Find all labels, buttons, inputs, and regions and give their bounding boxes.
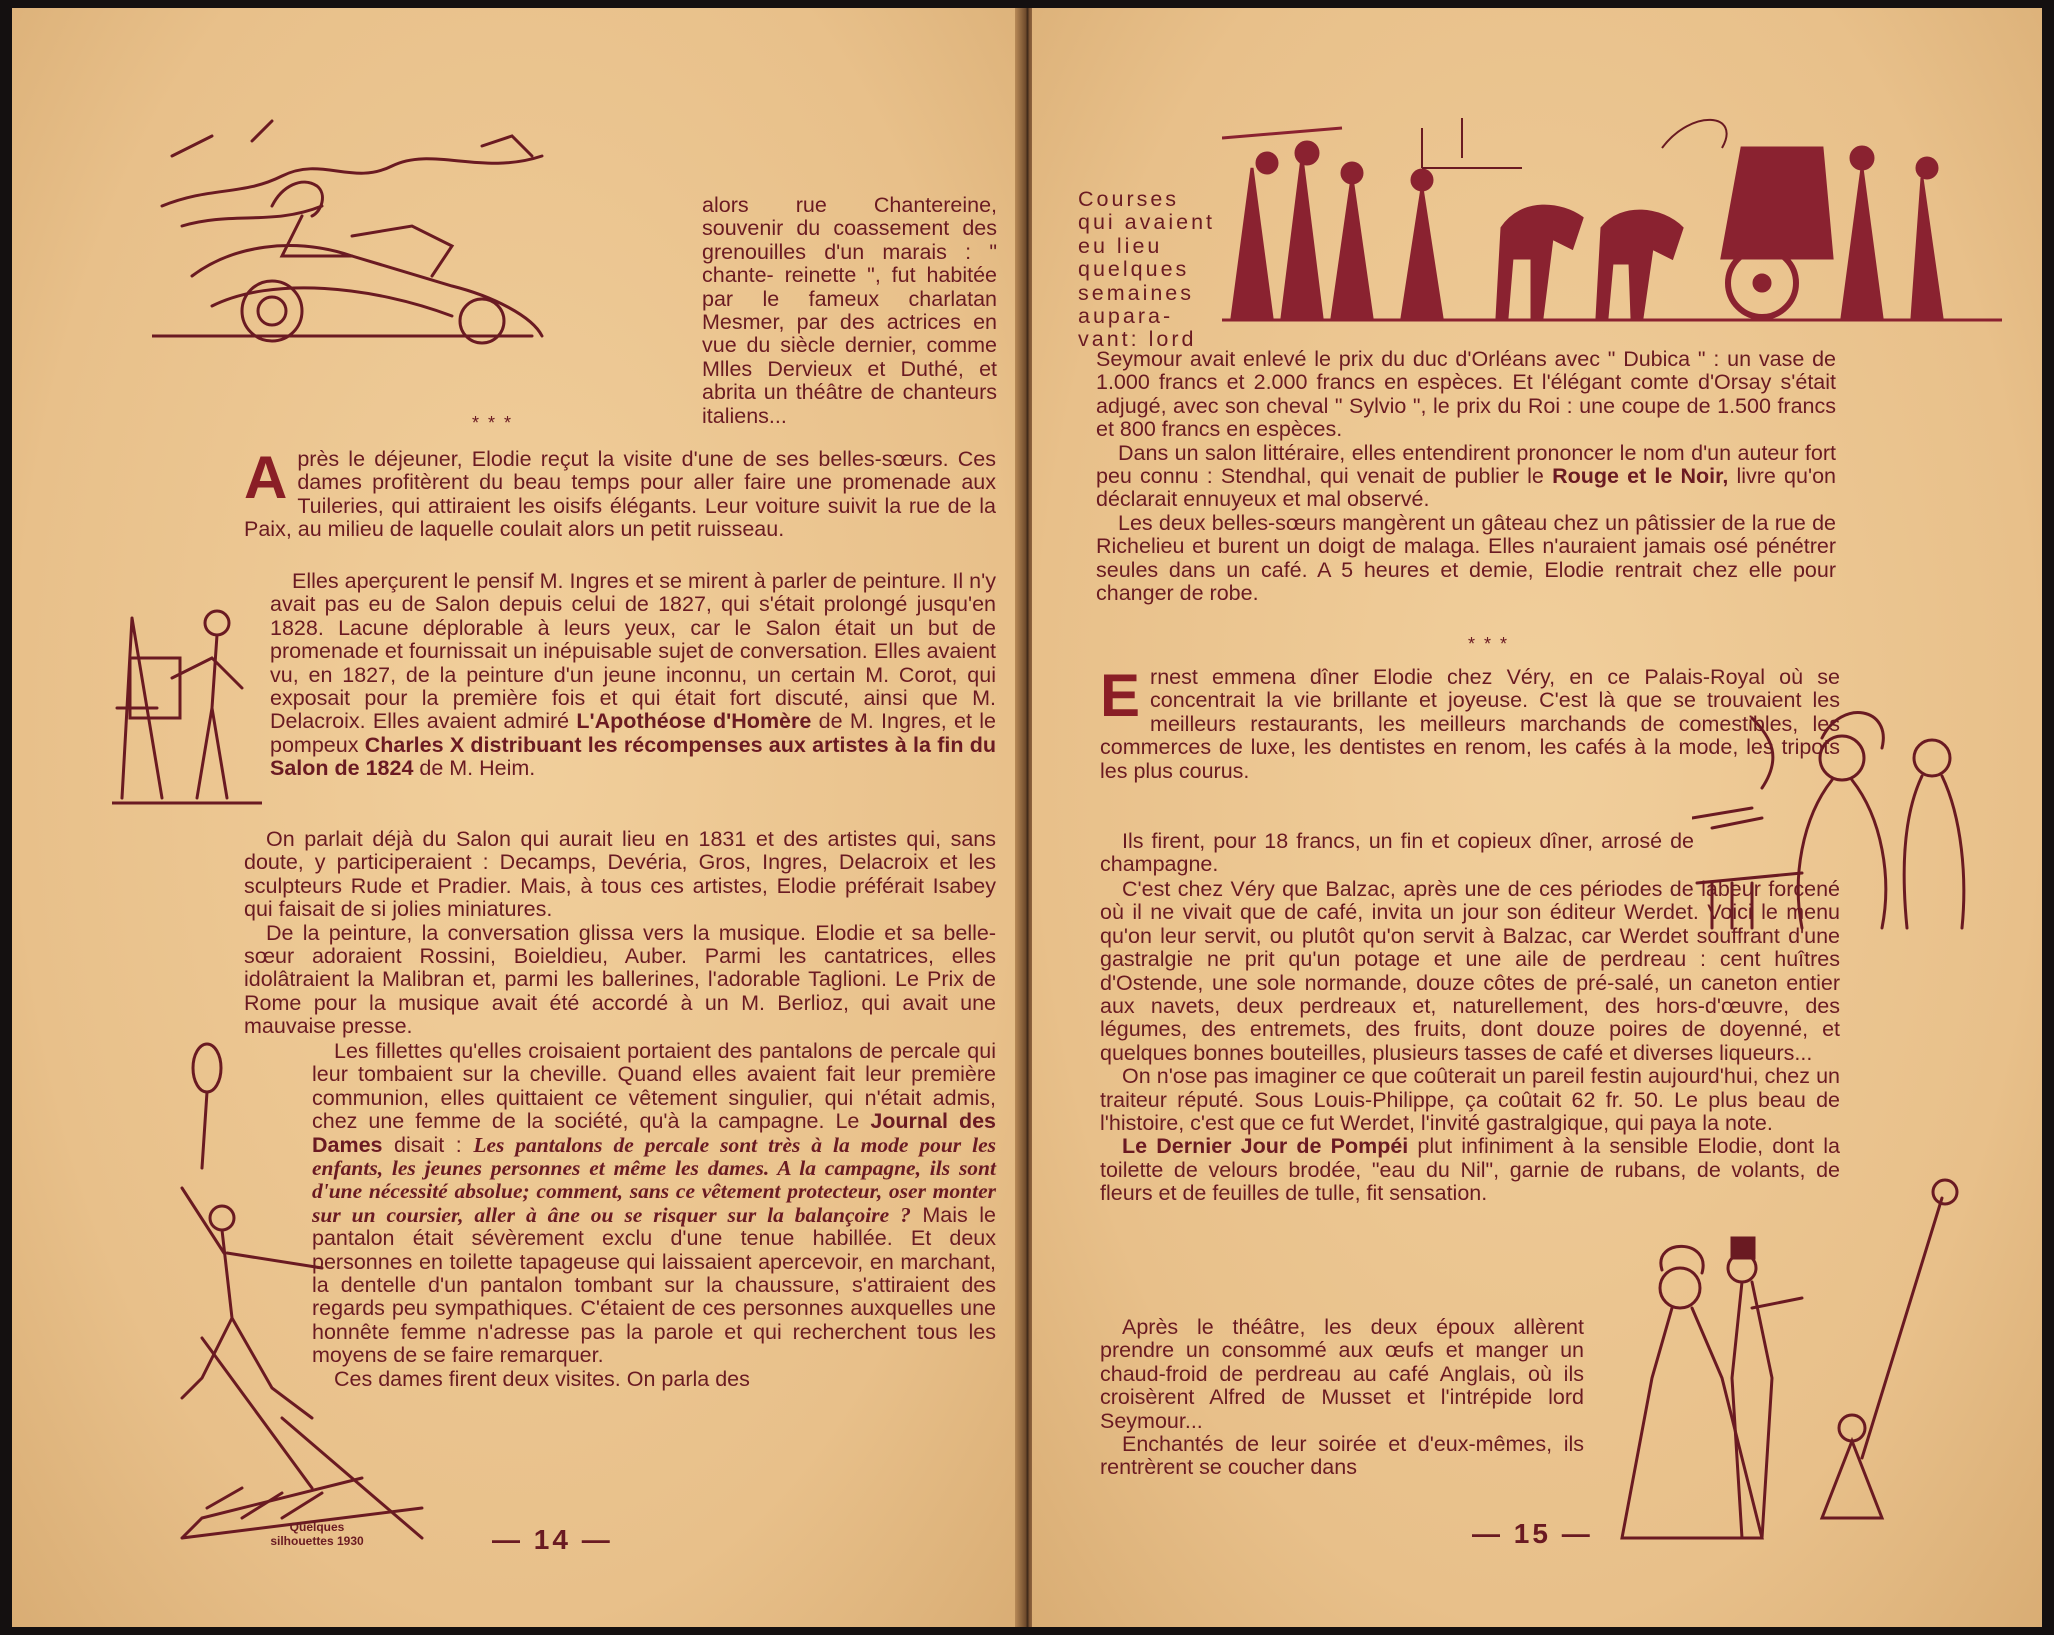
charles-x-title: Charles X distribuant les récompenses aux artistes à la fin du Salon de 1824 <box>270 732 996 781</box>
footer-line-1: Quelques <box>289 1520 345 1534</box>
paragraph-palais-royal: rnest emmena dîner Elodie chez Véry, en ce Palais-Royal où se concentrait la vie brillante et joyeuse. C'est là que se trouvaient les meilleurs restaurants, les meilleurs marchands de comestibles, les commerces de luxe, les dentistes en renom, les cafés à la mode, les tripots les plus courus. <box>1100 665 1840 783</box>
paragraph-ingres: Elles aperçurent le pensif M. Ingres et se mirent à parler de peinture. Il n'y avait pas eu de Salon depuis celui de 1827, qui s'était prolongé jusqu'en 1828. Lacune déplorable à leurs yeux, car le Salon était un but de promenade et fournissait un inépuisable sujet de conversation. Elles avaient vu, en 1827, de la peinture d'un jeune inconnu, un certain M. Corot, qui exposait pour la première fois et qui était fort discuté, ainsi que M. Delacroix. Elles avaient admiré L'Apothéose d'Homère de M. Ingres, et le pompeux Charles X distribuant les récompenses aux artistes à la fin du Salon de 1824 de M. Heim. <box>270 569 996 781</box>
right-body-balzac <box>1100 878 1840 1206</box>
section-separator: * * * <box>472 413 514 433</box>
right-body-diner <box>1100 830 1694 877</box>
paragraph-patissier: Les deux belles-sœurs mangèrent un gâteau chez un pâtissier de la rue de Richelieu et burent un doigt de malaga. Elles n'auraient jamais osé pénétrer seules dans un café. A 5 heures et demie, Elodie rentrait chez elle pour changer de robe. <box>1096 510 1836 606</box>
rouge-et-noir-title: Rouge et le Noir, <box>1552 464 1729 489</box>
painter-illustration <box>112 598 262 808</box>
journal-quote: Les pantalons de percale sont très à la mode pour les enfants, les jeunes personnes et même les dames. A la campagne, ils sont d'une nécessité absolue; comment, sans ce vêtement protecteur, oser monter sur un coursier, aller à âne ou se risquer sur la balançoire ? <box>312 1132 997 1227</box>
intro-text <box>702 194 997 428</box>
paragraph-18-francs: Ils firent, pour 18 francs, un fin et copieux dîner, arrosé de champagne. <box>1100 829 1694 877</box>
left-body-middle <box>244 828 996 1039</box>
paragraph-pantalons: Les fillettes qu'elles croisaient portaient des pantalons de percale qui leur tombaient sur la cheville. Quand elles avaient fait leur première communion, elles quittaient ce vêtement singulier, qui n'était admis, chez une femme de la société, qu'à la campagne. Le Journal des Dames disait : Les pantalons de percale sont très à la mode pour les enfants, les jeunes personnes et même les dames. A la campagne, ils sont d'une nécessité absolue; comment, sans ce vêtement protecteur, oser monter sur un coursier, aller à âne ou se risquer sur la balançoire ? Mais le pantalon était sévèrement exclu d'une tenue habillée. Et deux personnes en toilette tapageuse qui laissaient apercevoir, en marchant, la dentelle d'un pantalon tombant sur la chaussure, s'attiraient des regards peu sympathiques. C'étaient de ces personnes auxquelles une honnête femme n'adresse pas la parole et qui recherchent tous les moyens de se faire remarquer. <box>312 1039 997 1368</box>
left-page <box>12 8 1022 1627</box>
paragraph-stendhal: Dans un salon littéraire, elles entendirent prononcer le nom d'un auteur fort peu connu : Stendhal, qui venait de publier le Rouge et le Noir, livre qu'on déclarait ennuyeux et mal observé. <box>1096 440 1836 512</box>
book-spread <box>12 8 2042 1627</box>
intro-paragraph: alors rue Chantereine, souvenir du coassement des grenouilles d'un marais : " chante- reinette ", fut habitée par le fameux charlatan Mesmer, par des actrices en vue du siècle dernier, comme Mlles Dervieux et Duthé, et abrita un théâtre de chanteurs italiens... <box>702 193 997 428</box>
section-separator-right: * * * <box>1468 634 1510 654</box>
paragraph-tuileries: près le déjeuner, Elodie reçut la visite d'une de ses belles-sœurs. Ces dames profitèrent du beau temps pour aller faire une promenade aux Tuileries, qui attiraient les oisifs élégants. Leur voiture suivit la rue de la Paix, au milieu de laquelle coulait alors un petit ruisseau. <box>244 447 996 542</box>
apotheose-title: L'Apothéose d'Homère <box>576 709 812 734</box>
couple-with-child-illustration <box>1612 1178 1972 1548</box>
left-body-upper <box>244 444 996 542</box>
page-number-left: — 14 — <box>492 1524 613 1555</box>
dropcap-e: E <box>1100 662 1141 729</box>
car-illustration <box>152 116 712 346</box>
paragraph-soiree: Enchantés de leur soirée et d'eux-mêmes, ils rentrèrent se coucher dans <box>1100 1432 1584 1480</box>
paragraph-visites: Ces dames firent deux visites. On parla des <box>334 1366 750 1391</box>
paragraph-pompei: Le Dernier Jour de Pompéi plut infiniment à la sensible Elodie, dont la toilette de velours brodée, "eau du Nil", garnie de rubans, de volants, de fleurs et de feuilles de tulle, fit sensation. <box>1100 1134 1840 1206</box>
pompei-title: Le Dernier Jour de Pompéi <box>1122 1134 1409 1159</box>
page-number-right: — 15 — <box>1472 1518 1593 1549</box>
journal-des-dames-title: Journal des Dames <box>312 1109 996 1157</box>
footer-line-2: silhouettes 1930 <box>270 1534 364 1548</box>
left-body-lower <box>312 1040 996 1391</box>
paragraph-musique: De la peinture, la conversation glissa vers la musique. Elodie et sa belle-sœur adoraient Rossini, Boieldieu, Auber. Parmi les cantatrices, elles idolâtraient la Malibran et, parmi les ballerines, l'adorable Taglioni. Le Prix de Rome pour la musique avait été accordé à un M. Berlioz, qui avait une mauvaise presse. <box>244 920 996 1039</box>
races-silhouette-illustration <box>1222 108 2002 328</box>
right-body-upper <box>1096 348 1836 605</box>
paragraph-balzac: C'est chez Véry que Balzac, après une de ces périodes de labeur forcené où il ne vivait que de café, invita un jour son éditeur Werdet. Voici le menu qu'on leur servit, ou plutôt qu'on servit à Balzac, car Werdet souffrant d'une gastralgie ne prit qu'un potage et une aile de perdreau : cent huîtres d'Ostende, une sole normande, douze côtes de pré-salé, un caneton entier aux navets, deux perdreaux et, naturellement, des hors-d'œuvre, des légumes, des entremets, des fruits, dont douze poires de doyenné, et quelques bonnes bouteilles, plusieurs tasses de café et diverses liqueurs... <box>1100 877 1840 1065</box>
dropcap-a: A <box>244 444 288 511</box>
paragraph-salon-1831: On parlait déjà du Salon qui aurait lieu en 1831 et des artistes qui, sans doute, y participeraient : Decamps, Devéria, Gros, Ingres, Delacroix et les sculpteurs Rude et Pradier. Mais, à tous ces artistes, Elodie préférait Isabey qui faisait de si jolies miniatures. <box>244 827 996 922</box>
races-caption: Courses qui avaient eu lieu quelques semaines aupara- vant: lord <box>1078 187 1215 352</box>
paragraph-cafe-anglais: Après le théâtre, les deux époux allèrent prendre un consommé aux œufs et manger un chaud-froid de perdreau au café Anglais, où ils croisèrent Alfred de Musset et l'intrépide lord Seymour... <box>1100 1315 1584 1433</box>
right-body-lower <box>1100 1316 1584 1480</box>
right-page <box>1032 8 2042 1627</box>
paragraph-seymour: Seymour avait enlevé le prix du duc d'Orléans avec " Dubica " : un vase de 1.000 francs et 2.000 francs en espèces. Et l'élégant comte d'Orsay s'était adjugé, avec son cheval " Sylvio ", le prix du Roi : une coupe de 1.500 francs et 800 francs en espèces. <box>1096 347 1836 442</box>
footer-series-title <box>262 1520 372 1548</box>
left-body-salon <box>270 570 996 781</box>
paragraph-festin: On n'ose pas imaginer ce que coûterait un pareil festin aujourd'hui, chez un traiteur réputé. Sous Louis-Philippe, ça coûtait 62 fr. 50. Le plus beau de l'histoire, c'est que ce fut Werdet, l'invité gastralgique, qui paya la note. <box>1100 1064 1840 1136</box>
